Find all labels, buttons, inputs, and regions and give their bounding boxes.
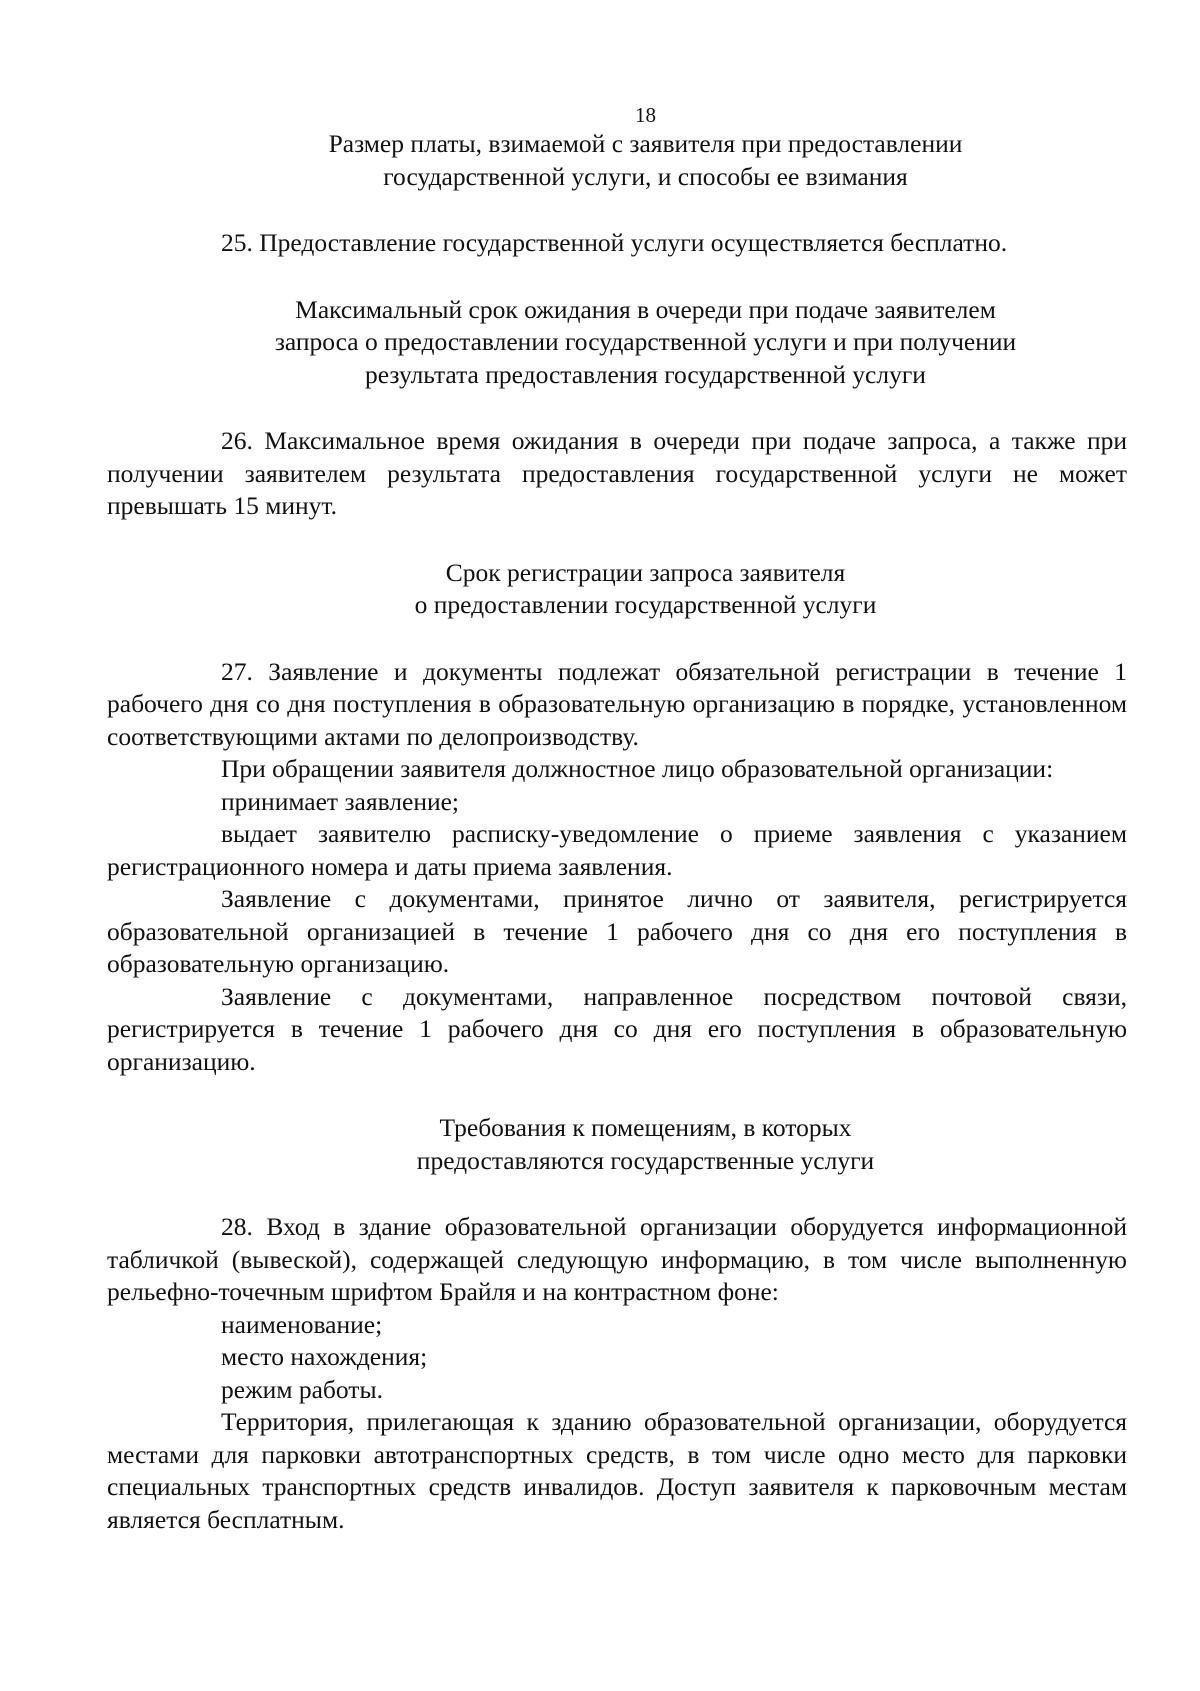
paragraph-28-territory: Территория, прилегающая к зданию образовательной организации, оборудуется местами для парковки автотранспортных средств, в том числе одно место для парковки специальных транспортных средств инвалидов. Доступ заявителя к парковочным местам является бесплатным.	[107, 1407, 1127, 1534]
paragraph-27-intro: При обращении заявителя должностное лицо образовательной организации:	[221, 754, 1054, 783]
section-heading-fee	[164, 128, 1127, 193]
paragraph-26: 26. Максимальное время ожидания в очереди при подаче запроса, а также при получении заявителем результата предоставления государственной услуги не может превышать 15 минут.	[107, 426, 1127, 520]
heading-line: Срок регистрации запроса заявителя	[445, 557, 846, 587]
heading-line: государственной услуги, и способы ее взимания	[383, 161, 908, 191]
heading-line: Размер платы, взимаемой с заявителя при предоставлении	[328, 129, 963, 158]
section-heading-queue	[164, 294, 1127, 392]
list-item: выдает заявителю расписку-уведомление о приеме заявления с указанием регистрационного номера и даты приема заявления.	[107, 819, 1127, 881]
page-number: 18	[635, 103, 656, 127]
paragraph-25: 25. Предоставление государственной услуги осуществляется бесплатно.	[221, 228, 1008, 257]
paragraph-28: 28. Вход в здание образовательной организации оборудуется информационной табличкой (вывеской), содержащей следующую информацию, в том числе выполненную рельефно-точечным шрифтом Брайля и на контрастном фоне:	[107, 1212, 1127, 1306]
section-heading-registration	[164, 557, 1127, 622]
heading-line: Максимальный срок ожидания в очереди при подаче заявителем	[295, 294, 996, 324]
heading-line: предоставляются государственные услуги	[416, 1145, 875, 1175]
section-heading-premises	[164, 1112, 1127, 1177]
heading-line: запроса о предоставлении государственной услуги и при получении	[274, 327, 1017, 356]
paragraph-27-personal: Заявление с документами, принятое лично от заявителя, регистрируется образовательной организацией в течение 1 рабочего дня со дня его поступления в образовательную организацию.	[107, 884, 1127, 978]
list-item: наименование;	[221, 1309, 383, 1339]
heading-line: Требования к помещениям, в которых	[439, 1113, 852, 1142]
heading-line: результата предоставления государственной услуги	[365, 359, 926, 389]
list-item: место нахождения;	[221, 1342, 428, 1371]
list-item: режим работы.	[221, 1374, 383, 1404]
heading-line: о предоставлении государственной услуги	[414, 590, 877, 619]
paragraph-27-post: Заявление с документами, направленное посредством почтовой связи, регистрируется в течение 1 рабочего дня со дня его поступления в образовательную организацию.	[107, 981, 1127, 1076]
list-item: принимает заявление;	[221, 786, 460, 816]
paragraph-27: 27. Заявление и документы подлежат обязательной регистрации в течение 1 рабочего дня со дня поступления в образовательную организацию в порядке, установленном соответствующими актами по делопроизводству.	[107, 656, 1127, 751]
